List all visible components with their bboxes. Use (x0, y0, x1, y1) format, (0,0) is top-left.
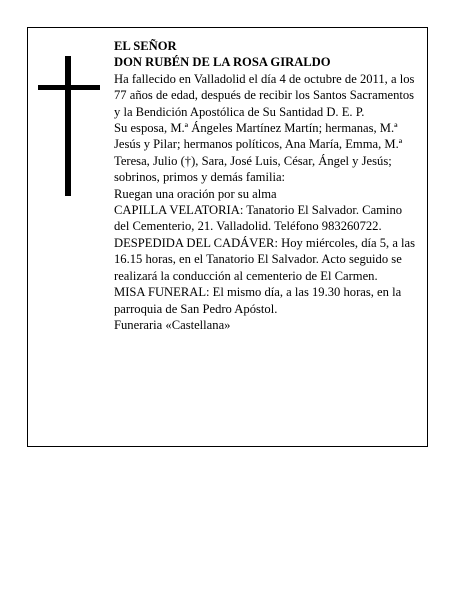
cross-vertical-bar (65, 56, 71, 196)
cross-horizontal-bar (38, 85, 100, 90)
wake-chapel: CAPILLA VELATORIA: Tanatorio El Salvador. Camino del Cementerio, 21. Valladolid. Teléfono 983260722. (114, 203, 403, 234)
prayer-request: Ruegan una oración por su alma (114, 186, 277, 201)
funeral-home: Funeraria «Castellana» (114, 317, 231, 332)
death-announcement: Ha fallecido en Valladolid el día 4 de octubre de 2011, a los 77 años de edad, después de recibir los Santos Sacramentos y la Bendición Apostólica de Su Santidad D. E. P. (114, 71, 415, 119)
honorific: EL SEÑOR (114, 39, 177, 53)
obituary-text (114, 38, 420, 333)
cross-icon (38, 56, 100, 196)
family-list: Su esposa, M.ª Ángeles Martínez Martín; hermanas, M.ª Jesús y Pilar; hermanos políticos, Ana María, Emma, M.ª Teresa, Julio (†), Sara, José Luis, César, Ángel y Jesús; sobrinos, primos y demás familia: (114, 121, 403, 185)
farewell-details: DESPEDIDA DEL CADÁVER: Hoy miércoles, día 5, a las 16.15 horas, en el Tanatorio El Salvador. Acto seguido se realizará la conducción al cementerio de El Carmen. (114, 235, 416, 283)
funeral-mass: MISA FUNERAL: El mismo día, a las 19.30 horas, en la parroquia de San Pedro Apóstol. (114, 285, 402, 316)
deceased-name: DON RUBÉN DE LA ROSA GIRALDO (114, 55, 331, 70)
